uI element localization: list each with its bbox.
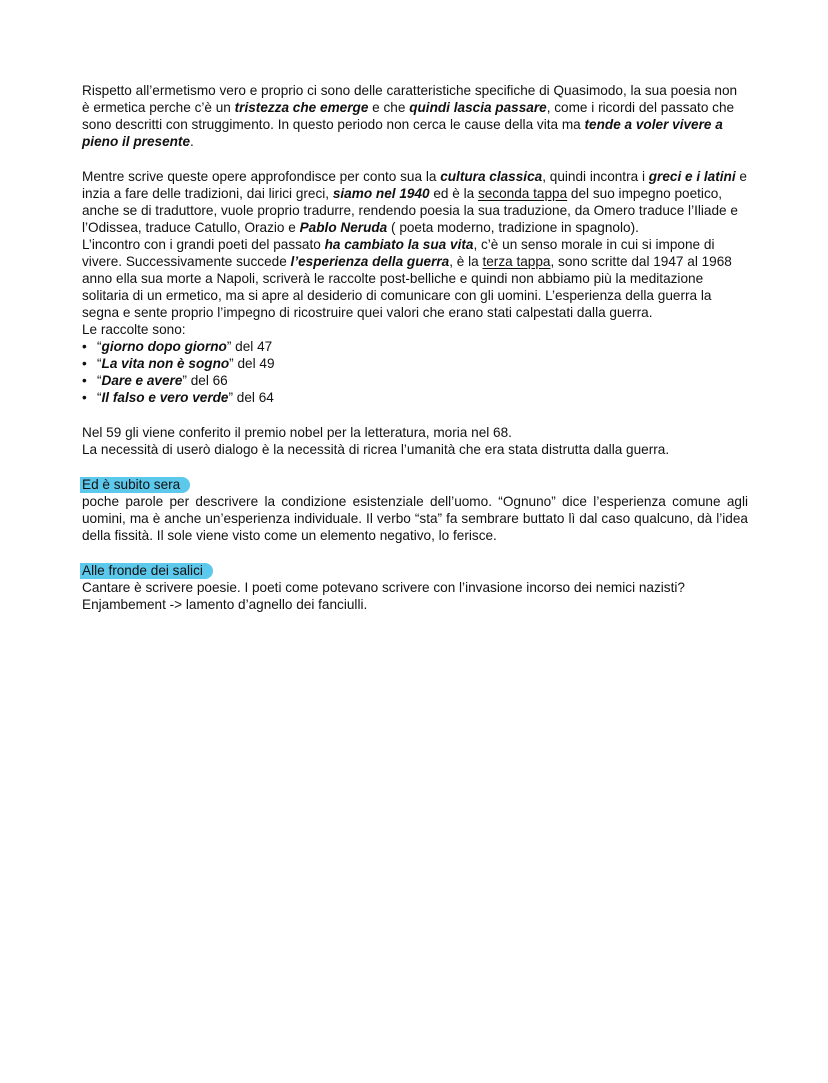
emphasis-cambiato-vita: ha cambiato la sua vita xyxy=(324,237,474,252)
collection-title: Il falso e vero verde xyxy=(101,390,229,405)
paragraph-ermetismo xyxy=(82,82,748,150)
paragraph-dialogo: La necessità di userò dialogo è la necessità di ricrea l’umanità che era stata distrutta dalla guerra. xyxy=(82,442,670,457)
section-text-alle-fronde-line2: Enjambement -> lamento d’agnello dei fanciulli. xyxy=(82,597,368,612)
emphasis-neruda: Pablo Neruda xyxy=(299,220,388,235)
bullet-icon: • xyxy=(82,373,87,388)
highlighted-heading: Alle fronde dei salici xyxy=(80,563,213,579)
bullet-icon: • xyxy=(82,339,87,354)
emphasis-tristezza: tristezza che emerge xyxy=(234,100,369,115)
bullet-icon: • xyxy=(82,356,87,371)
text-span: L’incontro con i grandi poeti del passato xyxy=(82,237,325,252)
paragraph-nobel: Nel 59 gli viene conferito il premio nobel per la letteratura, moria nel 68. xyxy=(82,425,512,440)
section-text-alle-fronde-line1: Cantare è scrivere poesie. I poeti come potevano scrivere con l’invasione incorso dei nemici nazisti? xyxy=(82,580,685,595)
text-span: ed è la xyxy=(429,186,478,201)
underline-terza-tappa: terza tappa xyxy=(482,254,551,269)
text-span: del suo impegno poetico, anche se di traduttore, vuole proprio tradurre, rendendo poesia la sua traduzione, da Omero traduce l’Iliade e l’Odissea, traduce Catullo, Orazio e xyxy=(82,186,738,235)
underline-seconda-tappa: seconda tappa xyxy=(477,186,568,201)
text-span: Rispetto all’ermetismo vero e proprio ci sono delle caratteristiche specifiche di Quasimodo, la sua poesia non è ermetica perche c’è un xyxy=(82,83,738,115)
list-item: • “giorno dopo giorno” del 47 xyxy=(82,339,273,354)
text-span: , c’è un senso morale in cui si impone di vivere. Successivamente succede xyxy=(82,237,715,269)
raccolte-list xyxy=(82,338,748,406)
list-item: • “La vita non è sogno” del 49 xyxy=(82,356,275,371)
highlighted-heading: Ed è subito sera xyxy=(80,477,190,493)
collection-title: giorno dopo giorno xyxy=(101,339,227,354)
emphasis-esperienza-guerra: l’esperienza della guerra xyxy=(290,254,450,269)
emphasis-1940: siamo nel 1940 xyxy=(332,186,430,201)
emphasis-cultura-classica: cultura classica xyxy=(440,169,543,184)
paragraph-guerra xyxy=(82,236,748,321)
emphasis-presente: tende a voler vivere a pieno il presente xyxy=(82,117,723,149)
text-span: e che xyxy=(368,100,410,115)
paragraph-cultura-classica xyxy=(82,168,748,236)
text-span: e inzia a fare delle tradizioni, dai lirici greci, xyxy=(82,169,747,201)
collection-title: Dare e avere xyxy=(101,373,183,388)
section-text-ed-e-subito-sera: poche parole per descrivere la condizione esistenziale dell’uomo. “Ognuno” dice l’esperienza comune agli uomini, ma è anche un’esperienza individuale. Il verbo “sta” fa sembrare buttato lì dal caso qualcuno, dà l’idea della fissità. Il sole viene visto come un elemento negativo, lo ferisce. xyxy=(82,494,748,543)
text-span: , sono scritte dal 1947 al 1968 anno ella sua morte a Napoli, scriverà le raccolte post-belliche e quindi non abbiamo più la meditazione solitaria di un ermetico, ma si apre al desiderio di comunicare con gli uomini. L’esperienza della guerra la segna e sente proprio l’impegno di ricostruire quei valori che erano stati calpestati dalla guerra. xyxy=(82,254,732,320)
text-span: Mentre scrive queste opere approfondisce per conto sua la xyxy=(82,169,441,184)
text-span: , quindi incontra i xyxy=(542,169,649,184)
section-heading-alle-fronde xyxy=(82,562,748,579)
bullet-icon: • xyxy=(82,390,87,405)
list-item: • “Dare e avere” del 66 xyxy=(82,373,228,388)
text-span: . xyxy=(190,134,194,149)
emphasis-greci-latini: greci e i latini xyxy=(648,169,736,184)
text-span: ( poeta moderno, tradizione in spagnolo). xyxy=(387,220,639,235)
list-item: • “Il falso e vero verde” del 64 xyxy=(82,390,274,405)
emphasis-lascia-passare: quindi lascia passare xyxy=(409,100,547,115)
collection-title: La vita non è sogno xyxy=(101,356,230,371)
text-span: , come i ricordi del passato che sono descritti con struggimento. In questo periodo non cerca le cause della vita ma xyxy=(82,100,735,132)
text-span: , è la xyxy=(449,254,483,269)
section-heading-ed-e-subito-sera xyxy=(82,476,748,493)
raccolte-intro: Le raccolte sono: xyxy=(82,322,186,337)
